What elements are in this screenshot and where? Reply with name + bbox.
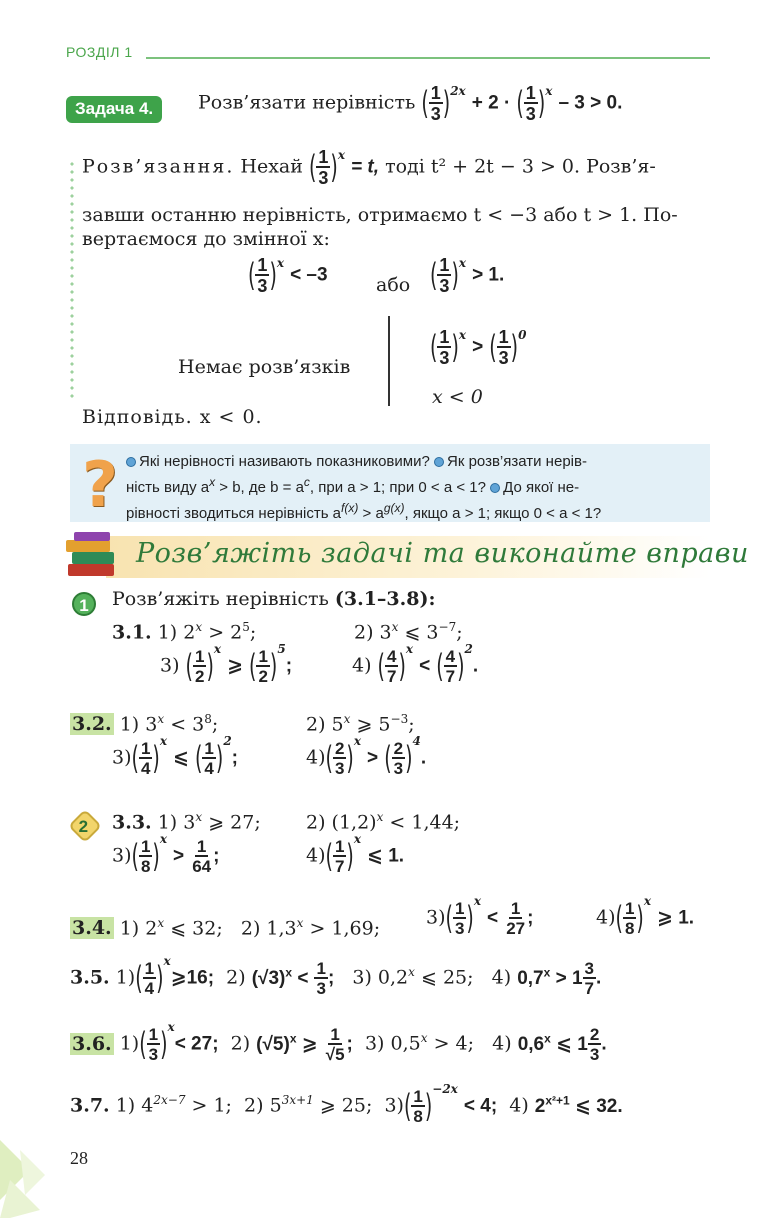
or-word: або [376,274,411,296]
solution-line-1: Розв’язання. Нехай ( $\frac{1}{3}$ ) x = t, тоді t² + 2t − 3 > 0. Розв’я- [82,147,656,188]
ex-3-2-item2: 2) 5$^x$ ⩾ $5^{-3}$; [306,712,415,736]
ex-3-4-line: 3.4. 1) 2$^x$ ⩽ 32; 2) 1,3$^x$ > 1,69; [72,916,381,940]
ex-3-5-line: 3.5. 1) ( $\frac{1}{4}$ ) x ⩾16; 2) $(√3)^x$ < $\frac{1}{3}$ ; 3) 0,2$^x$ ⩽ 25; 4) $0,7^x > 1$ $\frac{3}{7}$ . [70,954,602,998]
ex-3-1-item2: 2) 3$^x$ ⩽ $3^{-7}$; [354,620,463,644]
books-icon [64,530,120,584]
ex-3-1-item3: 3) ( $\frac{1}{2}$ ) x ⩾ ( $\frac{1}{2}$ ) 5 ; [160,642,293,686]
ex-3-1-item4: 4) ( $\frac{4}{7}$ ) x < ( $\frac{4}{7}$ ) 2 . [352,642,479,686]
bullet-icon [434,457,444,467]
ex-3-4-item3: 3) ( $\frac{1}{3}$ ) x < $\frac{1}{27}$ ; [426,894,534,938]
ex-3-1-line1: 3.1. 1) $2^x > 2^5$; [112,620,257,644]
ex-3-7-line: 3.7. 1) $4^{2x-7} > 1$; 2) $5^{3x+1}$ ⩾ 25; 3) ( $\frac{1}{8}$ ) −2x < 4; 4) $2^{x^2+1}$ ⩽ 32. [70,1082,623,1126]
ex-3-3-item2: 2) $(1,2)^x < 1,44$; [306,810,461,834]
ex-3-3-item3: 3) ( $\frac{1}{8}$ ) x > $\frac{1}{64}$ ; [112,832,220,876]
section-title: Розв’яжіть задачі та виконайте вправи [136,538,749,569]
exercises-intro: Розв’яжіть нерівність (3.1–3.8): [112,588,436,610]
bullet-icon [126,457,136,467]
chapter-label: РОЗДІЛ 1 [66,44,133,60]
case-b-step: ( $\frac{1}{3}$ ) x > ( $\frac{1}{3}$ ) 0 [430,327,527,368]
header-rule [146,57,710,59]
bullet-icon [490,483,500,493]
ex-3-2-item4: 4) ( $\frac{2}{3}$ ) x > ( $\frac{2}{3}$ ) 4 . [306,734,427,778]
case-b: ( $\frac{1}{3}$ ) x > 1. [430,255,505,296]
case-a: ( $\frac{1}{3}$ ) x < –3 [248,255,328,296]
task-text: Розв’язати нерівність [198,91,416,114]
level-2-icon: 2 [68,809,102,843]
case-divider [388,316,390,406]
solution-line-2: завши останню нерівність, отримаємо t < −3 або t > 1. По- [82,204,678,226]
ex-3-3-item4: 4) ( $\frac{1}{7}$ ) x ⩽ 1. [306,832,405,876]
task-statement: Розв’язати нерівність ( $\frac{1}{3}$ ) 2x + 2 · ( $\frac{1}{3}$ ) x – 3 > 0. [198,83,623,124]
paren-fraction: ( $\frac{1}{3}$ ) 2x [421,83,466,124]
case-b-result: x < 0 [432,386,483,408]
page-number: 28 [70,1148,88,1168]
task-badge: Задача 4. [66,96,162,123]
questions-text: Які нерівності називають показниковими? Як розв’язати нерів- ність виду $a^x > b$, де $b = a^c$, при a > 1; при 0 < a < 1? До якої не- рівності зводиться нерівність $a^{f(x)} > a^{g(x)}$, якщо a > 1; якщо 0 < a < 1? [126,453,602,522]
ex-3-4-item4: 4) ( $\frac{1}{8}$ ) x ⩾ 1. [596,894,695,938]
paren-fraction: ( $\frac{1}{3}$ ) x [516,83,553,124]
ex-3-2-line1: 3.2. 1) $3^x < 3^8$; [72,712,219,736]
no-solutions: Немає розв’язків [178,356,351,378]
question-mark-icon: ? [82,448,118,521]
margin-dots [70,160,74,400]
corner-decoration [0,1120,70,1218]
ex-3-6-line: 3.6. 1) ( $\frac{1}{3}$ ) x < 27; 2) $(√5)^x$ ⩾ $\frac{1}{√5}$ ; 3) 0,5$^x$ > 4; 4) 0,6$^x$ ⩽ 1 $\frac{2}{3}$ . [72,1020,607,1064]
ex-3-2-item3: 3) ( $\frac{1}{4}$ ) x ⩽ ( $\frac{1}{4}$ ) 2 ; [112,734,238,778]
answer: Відповідь. x < 0. [82,406,263,428]
level-1-icon: 1 [72,592,96,616]
ex-3-3-line1: 3.3. 1) 3$^x$ ⩾ 27; [112,810,261,834]
solution-line-3: вертаємося до змінної x: [82,228,330,250]
